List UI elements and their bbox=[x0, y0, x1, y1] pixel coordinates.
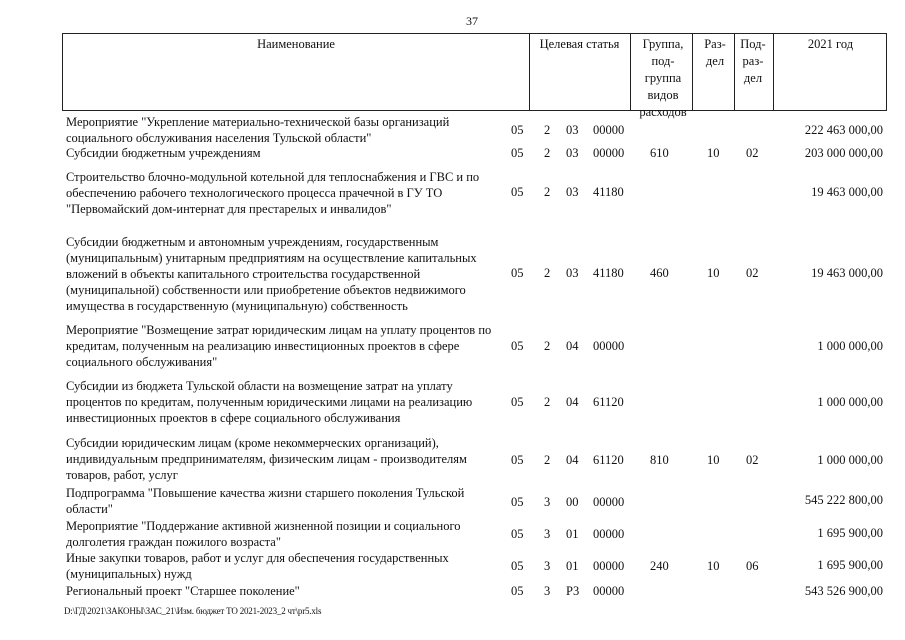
table-row bbox=[0, 550, 905, 582]
code-subprogram: 2 bbox=[544, 123, 551, 137]
code-program: 05 bbox=[511, 395, 524, 409]
code-direction: 00000 bbox=[593, 123, 625, 137]
row-name: Строительство блочно-модульной котельной для теплоснабжения и ГВС и по обеспечению рабочего технологического процесса прачечной в ГУ ТО "Первомайский дом-интернат для престарелых и инвалидов" bbox=[66, 170, 480, 216]
code-program: 05 bbox=[511, 266, 524, 280]
code-direction: 00000 bbox=[593, 495, 625, 509]
code-event: 03 bbox=[566, 123, 579, 137]
group-code: 610 bbox=[650, 146, 669, 160]
subsection-code: 02 bbox=[746, 266, 759, 280]
table-row bbox=[0, 518, 905, 550]
code-program: 05 bbox=[511, 584, 524, 598]
code-event: P3 bbox=[566, 584, 580, 598]
row-amount: 203 000 000,00 bbox=[804, 146, 883, 160]
code-subprogram: 2 bbox=[544, 146, 551, 160]
section-code: 10 bbox=[707, 266, 720, 280]
row-name: Субсидии бюджетным учреждениям bbox=[66, 146, 261, 160]
table-row bbox=[0, 145, 905, 161]
table-row bbox=[0, 583, 905, 599]
code-subprogram: 2 bbox=[544, 339, 551, 353]
section-code: 10 bbox=[707, 453, 720, 467]
subsection-code: 02 bbox=[746, 453, 759, 467]
code-event: 04 bbox=[566, 339, 579, 353]
code-subprogram: 2 bbox=[544, 266, 551, 280]
row-name: Иные закупки товаров, работ и услуг для обеспечения государственных (муниципальных) нужд bbox=[66, 551, 449, 581]
row-amount: 1 000 000,00 bbox=[817, 453, 883, 467]
table-row bbox=[0, 378, 905, 426]
table-row bbox=[0, 435, 905, 483]
code-event: 00 bbox=[566, 495, 579, 509]
row-name: Субсидии из бюджета Тульской области на возмещение затрат на уплату процентов по кредитам, полученным юридическими лицами на реализацию инвестиционных проектов в сфере социального обслуживания bbox=[66, 379, 473, 425]
row-name: Подпрограмма "Повышение качества жизни старшего поколения Тульской области" bbox=[66, 486, 465, 516]
row-amount: 1 695 900,00 bbox=[817, 526, 883, 540]
code-event: 03 bbox=[566, 266, 579, 280]
group-code: 460 bbox=[650, 266, 669, 280]
code-program: 05 bbox=[511, 559, 524, 573]
code-program: 05 bbox=[511, 495, 524, 509]
code-direction: 00000 bbox=[593, 559, 625, 573]
row-amount: 1 000 000,00 bbox=[817, 339, 883, 353]
section-code: 10 bbox=[707, 146, 720, 160]
code-program: 05 bbox=[511, 185, 524, 199]
code-direction: 00000 bbox=[593, 146, 625, 160]
row-name: Мероприятие "Укрепление материально-технической базы организаций социального обслуживания населения Тульской области" bbox=[66, 115, 450, 145]
code-program: 05 bbox=[511, 453, 524, 467]
row-name: Субсидии юридическим лицам (кроме некоммерческих организаций), индивидуальным предпринимателям, физическим лицам - производителям товаров, работ, услуг bbox=[66, 436, 467, 482]
header-target: Целевая статья bbox=[539, 37, 620, 51]
code-direction: 00000 bbox=[593, 339, 625, 353]
row-name: Субсидии бюджетным и автономным учреждениям, государственным (муниципальным) унитарным предприятиям на осуществление капитальных вложений в объекты капитального строительства государственной (муниципальной) собственности или приобретение объектов недвижимого имущества в государственную (муниципальную) собственность bbox=[66, 235, 477, 313]
code-direction: 00000 bbox=[593, 527, 625, 541]
table-row bbox=[0, 234, 905, 314]
row-name: Мероприятие "Поддержание активной жизненной позиции и социального долголетия граждан пожилого возраста" bbox=[66, 519, 461, 549]
group-code: 240 bbox=[650, 559, 669, 573]
code-subprogram: 3 bbox=[544, 584, 551, 598]
subsection-code: 06 bbox=[746, 559, 759, 573]
table-row bbox=[0, 485, 905, 517]
code-subprogram: 3 bbox=[544, 527, 551, 541]
code-program: 05 bbox=[511, 527, 524, 541]
code-program: 05 bbox=[511, 339, 524, 353]
code-event: 04 bbox=[566, 395, 579, 409]
table-header bbox=[62, 33, 887, 119]
header-section: Раз- дел bbox=[704, 37, 726, 68]
row-amount: 222 463 000,00 bbox=[804, 123, 883, 137]
code-event: 01 bbox=[566, 527, 579, 541]
row-amount: 19 463 000,00 bbox=[811, 266, 883, 280]
code-event: 03 bbox=[566, 185, 579, 199]
code-event: 03 bbox=[566, 146, 579, 160]
table-row bbox=[0, 322, 905, 370]
code-subprogram: 2 bbox=[544, 395, 551, 409]
row-amount: 1 000 000,00 bbox=[817, 395, 883, 409]
code-program: 05 bbox=[511, 123, 524, 137]
table-row bbox=[0, 114, 905, 146]
row-amount: 1 695 900,00 bbox=[817, 558, 883, 572]
subsection-code: 02 bbox=[746, 146, 759, 160]
row-name: Мероприятие "Возмещение затрат юридическим лицам на уплату процентов по кредитам, полученным на реализацию инвестиционных проектов в сфере социального обслуживания" bbox=[66, 323, 492, 369]
header-year: 2021 год bbox=[807, 37, 854, 51]
code-subprogram: 3 bbox=[544, 559, 551, 573]
header-subsection: Под- раз- дел bbox=[740, 37, 766, 85]
code-direction: 61120 bbox=[593, 453, 624, 467]
code-event: 04 bbox=[566, 453, 579, 467]
header-name: Наименование bbox=[257, 37, 335, 51]
row-amount: 543 526 900,00 bbox=[804, 584, 883, 598]
section-code: 10 bbox=[707, 559, 720, 573]
code-direction: 41180 bbox=[593, 185, 624, 199]
page-number: 37 bbox=[466, 14, 478, 28]
code-direction: 41180 bbox=[593, 266, 624, 280]
code-subprogram: 2 bbox=[544, 453, 551, 467]
code-direction: 61120 bbox=[593, 395, 624, 409]
code-program: 05 bbox=[511, 146, 524, 160]
code-direction: 00000 bbox=[593, 584, 625, 598]
group-code: 810 bbox=[650, 453, 669, 467]
code-event: 01 bbox=[566, 559, 579, 573]
header-group: Группа, под- группа видов расходов bbox=[639, 37, 687, 119]
table-row bbox=[0, 169, 905, 217]
row-amount: 545 222 800,00 bbox=[804, 493, 883, 507]
code-subprogram: 2 bbox=[544, 185, 551, 199]
row-amount: 19 463 000,00 bbox=[811, 185, 883, 199]
file-path-footer: D:\ГД\2021\ЗАКОНЫ\ЗАС_21\Изм. бюджет ТО 2021-2023_2 чт\pr5.xls bbox=[64, 606, 322, 616]
row-name: Региональный проект "Старшее поколение" bbox=[66, 584, 300, 598]
code-subprogram: 3 bbox=[544, 495, 551, 509]
